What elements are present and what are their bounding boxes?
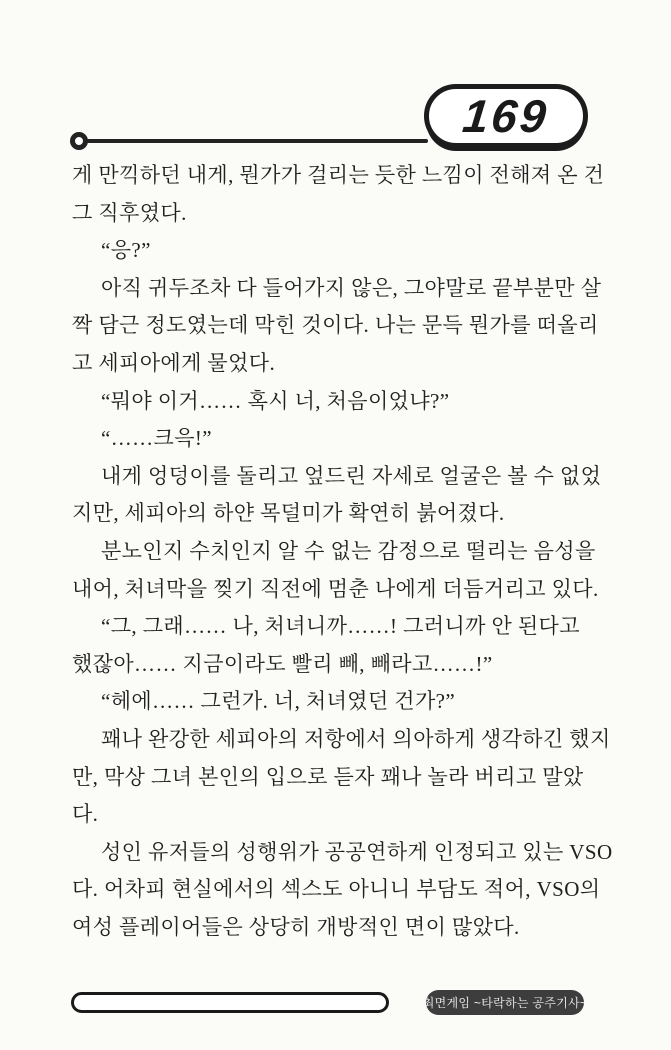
text-line: 했잖아…… 지금이라도 빨리 빼, 빼라고……!” xyxy=(72,651,493,676)
text-line: 게 만끽하던 내게, 뭔가가 걸리는 듯한 느낌이 전해져 온 건 xyxy=(72,163,605,187)
page-number: 169 xyxy=(460,90,552,142)
book-title: 최면게임 ~타락하는 공주기사~ xyxy=(422,996,588,1010)
text-line: 여성 플레이어들은 상당히 개방적인 면이 많았다. xyxy=(72,914,520,939)
text-line: 지만, 세피아의 하얀 목덜미가 확연히 붉어졌다. xyxy=(72,501,505,526)
text-line: “헤에…… 그런가. 너, 처녀였던 건가?” xyxy=(101,689,456,714)
text-line: 성인 유저들의 성행위가 공공연하게 인정되고 있는 VSO xyxy=(101,839,613,864)
text-line: 다. xyxy=(72,802,99,827)
text-line: “응?” xyxy=(101,238,151,263)
footer-page-bar xyxy=(71,992,389,1013)
text-line: 내게 엉덩이를 돌리고 엎드린 자세로 얼굴은 볼 수 없었 xyxy=(101,463,602,488)
text-line: “……크윽!” xyxy=(101,426,213,451)
text-line: 분노인지 수치인지 알 수 없는 감정으로 떨리는 음성을 xyxy=(101,538,596,563)
footer-title-badge xyxy=(422,990,588,1015)
text-line: 고 세피아에게 물었다. xyxy=(72,350,276,375)
text-line: 그 직후였다. xyxy=(72,200,187,225)
text-line: “뭐야 이거…… 혹시 너, 처음이었냐?” xyxy=(101,388,450,413)
text-line: “그, 그래…… 나, 처녀니까……! 그러니까 안 된다고 xyxy=(101,614,580,639)
text-line: 다. 어차피 현실에서의 섹스도 아니니 부담도 적어, VSO의 xyxy=(72,877,601,902)
page-number-badge xyxy=(424,84,588,148)
text-line: 꽤나 완강한 세피아의 저항에서 의아하게 생각하긴 했지 xyxy=(101,726,611,751)
text-line: 만, 막상 그녀 본인의 입으로 듣자 꽤나 놀라 버리고 말았 xyxy=(72,764,584,789)
novel-text-block xyxy=(72,157,613,946)
header-rule-line xyxy=(85,139,428,143)
text-line: 아직 귀두조차 다 들어가지 않은, 그야말로 끝부분만 살 xyxy=(101,275,602,300)
text-line: 내어, 처녀막을 찢기 직전에 멈춘 나에게 더듬거리고 있다. xyxy=(72,576,599,601)
text-line: 짝 담근 정도였는데 막힌 것이다. 나는 문득 뭔가를 떠올리 xyxy=(72,313,599,338)
